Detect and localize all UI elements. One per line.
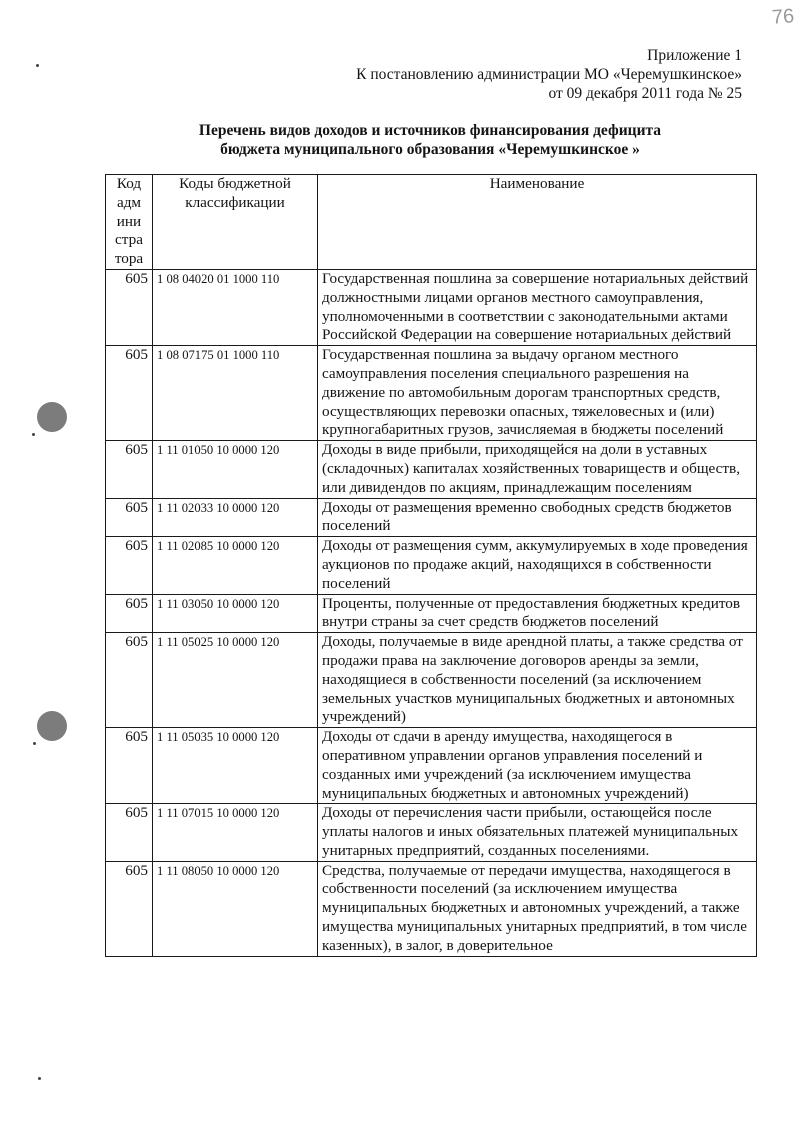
handwritten-page-number: 76: [770, 5, 795, 29]
revenue-name-cell: Доходы от размещения временно свободных средств бюджетов поселений: [318, 498, 757, 537]
budget-code-cell: 1 11 01050 10 0000 120: [153, 441, 318, 498]
document-title: [105, 121, 755, 159]
appendix-line-2: К постановлению администрации МО «Черемушкинское»: [356, 66, 742, 83]
table-row: [106, 728, 757, 804]
budget-code-cell: 1 11 07015 10 0000 120: [153, 804, 318, 861]
table-row: [106, 346, 757, 441]
table-row: [106, 537, 757, 594]
header-admin-code: Код адм ини стра тора: [106, 175, 153, 270]
scan-speck: [38, 1077, 41, 1080]
budget-code-cell: 1 11 03050 10 0000 120: [153, 594, 318, 633]
admin-code-cell: 605: [106, 594, 153, 633]
budget-code-cell: 1 08 04020 01 1000 110: [153, 269, 318, 345]
revenue-name-cell: Доходы в виде прибыли, приходящейся на доли в уставных (складочных) капиталах хозяйственных товариществ и обществ, или дивидендов по акциям, принадлежащим поселениям: [318, 441, 757, 498]
scan-speck: [33, 742, 36, 745]
table-header-row: [106, 175, 757, 270]
budget-code-cell: 1 08 07175 01 1000 110: [153, 346, 318, 441]
budget-code-cell: 1 11 05025 10 0000 120: [153, 633, 318, 728]
admin-code-cell: 605: [106, 633, 153, 728]
budget-code-cell: 1 11 05035 10 0000 120: [153, 728, 318, 804]
revenue-name-cell: Государственная пошлина за совершение нотариальных действий должностными лицами органов местного самоуправления, уполномоченными в соответствии с законодательными актами Российской Федерации на совершение нотариальных действий: [318, 269, 757, 345]
table-row: [106, 498, 757, 537]
scan-speck: [32, 433, 35, 436]
table-row: [106, 441, 757, 498]
revenue-name-cell: Доходы от перечисления части прибыли, остающейся после уплаты налогов и иных обязательных платежей муниципальных унитарных предприятий, созданных поселениями.: [318, 804, 757, 861]
header-budget-codes: Коды бюджетной классификации: [153, 175, 318, 270]
revenue-name-cell: Доходы от размещения сумм, аккумулируемых в ходе проведения аукционов по продаже акций, находящихся в собственности поселений: [318, 537, 757, 594]
admin-code-cell: 605: [106, 804, 153, 861]
admin-code-cell: 605: [106, 537, 153, 594]
budget-code-cell: 1 11 02033 10 0000 120: [153, 498, 318, 537]
admin-code-cell: 605: [106, 346, 153, 441]
admin-code-cell: 605: [106, 861, 153, 956]
admin-code-cell: 605: [106, 269, 153, 345]
title-line-2: бюджета муниципального образования «Черемушкинское »: [220, 141, 640, 158]
budget-code-cell: 1 11 02085 10 0000 120: [153, 537, 318, 594]
table-row: [106, 269, 757, 345]
admin-code-cell: 605: [106, 728, 153, 804]
admin-code-cell: 605: [106, 441, 153, 498]
revenue-name-cell: Проценты, полученные от предоставления бюджетных кредитов внутри страны за счет средств бюджетов поселений: [318, 594, 757, 633]
appendix-line-1: Приложение 1: [647, 47, 742, 64]
scan-speck: [36, 64, 39, 67]
admin-code-cell: 605: [106, 498, 153, 537]
table-row: [106, 804, 757, 861]
revenue-name-cell: Доходы, получаемые в виде арендной платы, а также средства от продажи права на заключение договоров аренды за земли, находящиеся в собственности поселений (за исключением земельных участков муниципальных бюджетных и автономных учреждений): [318, 633, 757, 728]
appendix-header: [356, 46, 742, 103]
revenue-name-cell: Средства, получаемые от передачи имущества, находящегося в собственности поселений (за исключением имущества муниципальных бюджетных и автономных учреждений, а также имущества муниципальных унитарных предприятий, в том числе казенных), в залог, в доверительное: [318, 861, 757, 956]
punch-hole-bottom: [37, 711, 67, 741]
revenue-types-table: [105, 174, 757, 957]
title-line-1: Перечень видов доходов и источников финансирования дефицита: [198, 122, 662, 139]
appendix-line-3: от 09 декабря 2011 года № 25: [548, 85, 742, 102]
budget-code-cell: 1 11 08050 10 0000 120: [153, 861, 318, 956]
revenue-name-cell: Доходы от сдачи в аренду имущества, находящегося в оперативном управлении органов управления поселений и созданных ими учреждений (за исключением имущества муниципальных бюджетных и автономных учреждений): [318, 728, 757, 804]
header-name: Наименование: [318, 175, 757, 270]
table-row: [106, 861, 757, 956]
punch-hole-top: [37, 402, 67, 432]
table-row: [106, 633, 757, 728]
revenue-name-cell: Государственная пошлина за выдачу органом местного самоуправления поселения специального разрешения на движение по автомобильным дорогам транспортных средств, осуществляющих перевозки опасных, тяжеловесных и (или) крупногабаритных грузов, зачисляемая в бюджеты поселений: [318, 346, 757, 441]
table-row: [106, 594, 757, 633]
